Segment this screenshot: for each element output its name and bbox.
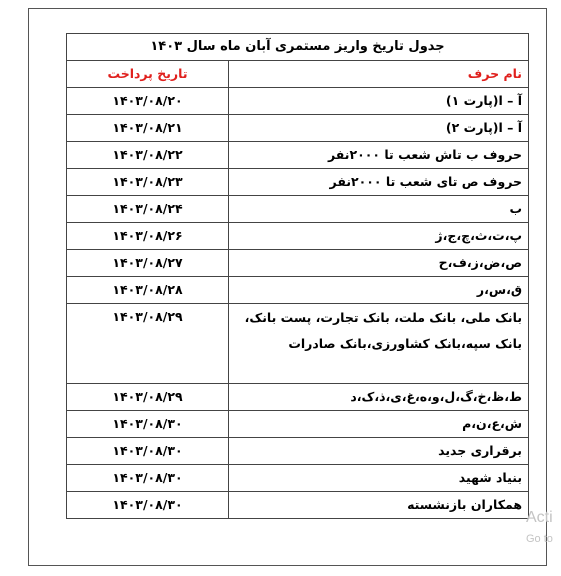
row-date-cell: ۱۴۰۳/۰۸/۳۰ — [67, 438, 229, 465]
row-date-cell: ۱۴۰۳/۰۸/۲۱ — [67, 115, 229, 142]
table-row — [67, 250, 529, 277]
row-name-cell: حروف ب تاش شعب تا ۲۰۰۰نفر — [229, 142, 529, 169]
table-row — [67, 88, 529, 115]
watermark-subtitle: Go to — [526, 533, 553, 545]
row-date-cell: ۱۴۰۳/۰۸/۲۸ — [67, 277, 229, 304]
row-name-cell: ص،ض،ز،ف،ح — [229, 250, 529, 277]
row-name-cell: حروف ص تای شعب تا ۲۰۰۰نفر — [229, 169, 529, 196]
row-date-cell: ۱۴۰۳/۰۸/۲۹ — [67, 304, 229, 384]
row-name-cell: آ – ا(پارت ۱) — [229, 88, 529, 115]
table-row — [67, 196, 529, 223]
payment-schedule-table — [66, 33, 529, 519]
header-name-column: نام حرف — [229, 61, 529, 88]
row-date-cell: ۱۴۰۳/۰۸/۲۰ — [67, 88, 229, 115]
row-name-cell: برقراری جدید — [229, 438, 529, 465]
row-name-cell: ق،س،ر — [229, 277, 529, 304]
table-title: جدول تاریخ واریز مستمری آبان ماه سال ۱۴۰۳ — [67, 34, 529, 61]
table-row — [67, 223, 529, 250]
table-row — [67, 411, 529, 438]
row-date-cell: ۱۴۰۳/۰۸/۲۴ — [67, 196, 229, 223]
table-row — [67, 169, 529, 196]
table-row — [67, 465, 529, 492]
table-row — [67, 438, 529, 465]
row-name-cell: بانک ملی، بانک ملت، بانک تجارت، پست بانک، بانک سپه،بانک کشاورزی،بانک صادرات — [229, 304, 529, 384]
watermark-title: Acti — [526, 509, 553, 526]
table-row — [67, 142, 529, 169]
table-row — [67, 304, 529, 384]
table-row — [67, 384, 529, 411]
row-name-cell: ش،ع،ن،م — [229, 411, 529, 438]
table-row — [67, 115, 529, 142]
table-header-row — [67, 61, 529, 88]
row-name-cell: آ – ا(پارت ۲) — [229, 115, 529, 142]
row-date-cell: ۱۴۰۳/۰۸/۲۷ — [67, 250, 229, 277]
row-date-cell: ۱۴۰۳/۰۸/۳۰ — [67, 411, 229, 438]
header-date-column: تاریخ پرداخت — [67, 61, 229, 88]
table-row — [67, 277, 529, 304]
row-date-cell: ۱۴۰۳/۰۸/۲۶ — [67, 223, 229, 250]
row-date-cell: ۱۴۰۳/۰۸/۲۳ — [67, 169, 229, 196]
row-name-cell: ط،ظ،خ،گ،ل،و،ه،غ،ی،ذ،ک،د — [229, 384, 529, 411]
row-name-cell: بنیاد شهید — [229, 465, 529, 492]
row-name-cell: همکاران بازنشسته — [229, 492, 529, 519]
table-title-row — [67, 34, 529, 61]
row-date-cell: ۱۴۰۳/۰۸/۲۹ — [67, 384, 229, 411]
row-name-cell: ب — [229, 196, 529, 223]
row-name-cell: پ،ت،ث،چ،ج،ژ — [229, 223, 529, 250]
table-row — [67, 492, 529, 519]
row-date-cell: ۱۴۰۳/۰۸/۳۰ — [67, 492, 229, 519]
row-date-cell: ۱۴۰۳/۰۸/۲۲ — [67, 142, 229, 169]
row-date-cell: ۱۴۰۳/۰۸/۳۰ — [67, 465, 229, 492]
